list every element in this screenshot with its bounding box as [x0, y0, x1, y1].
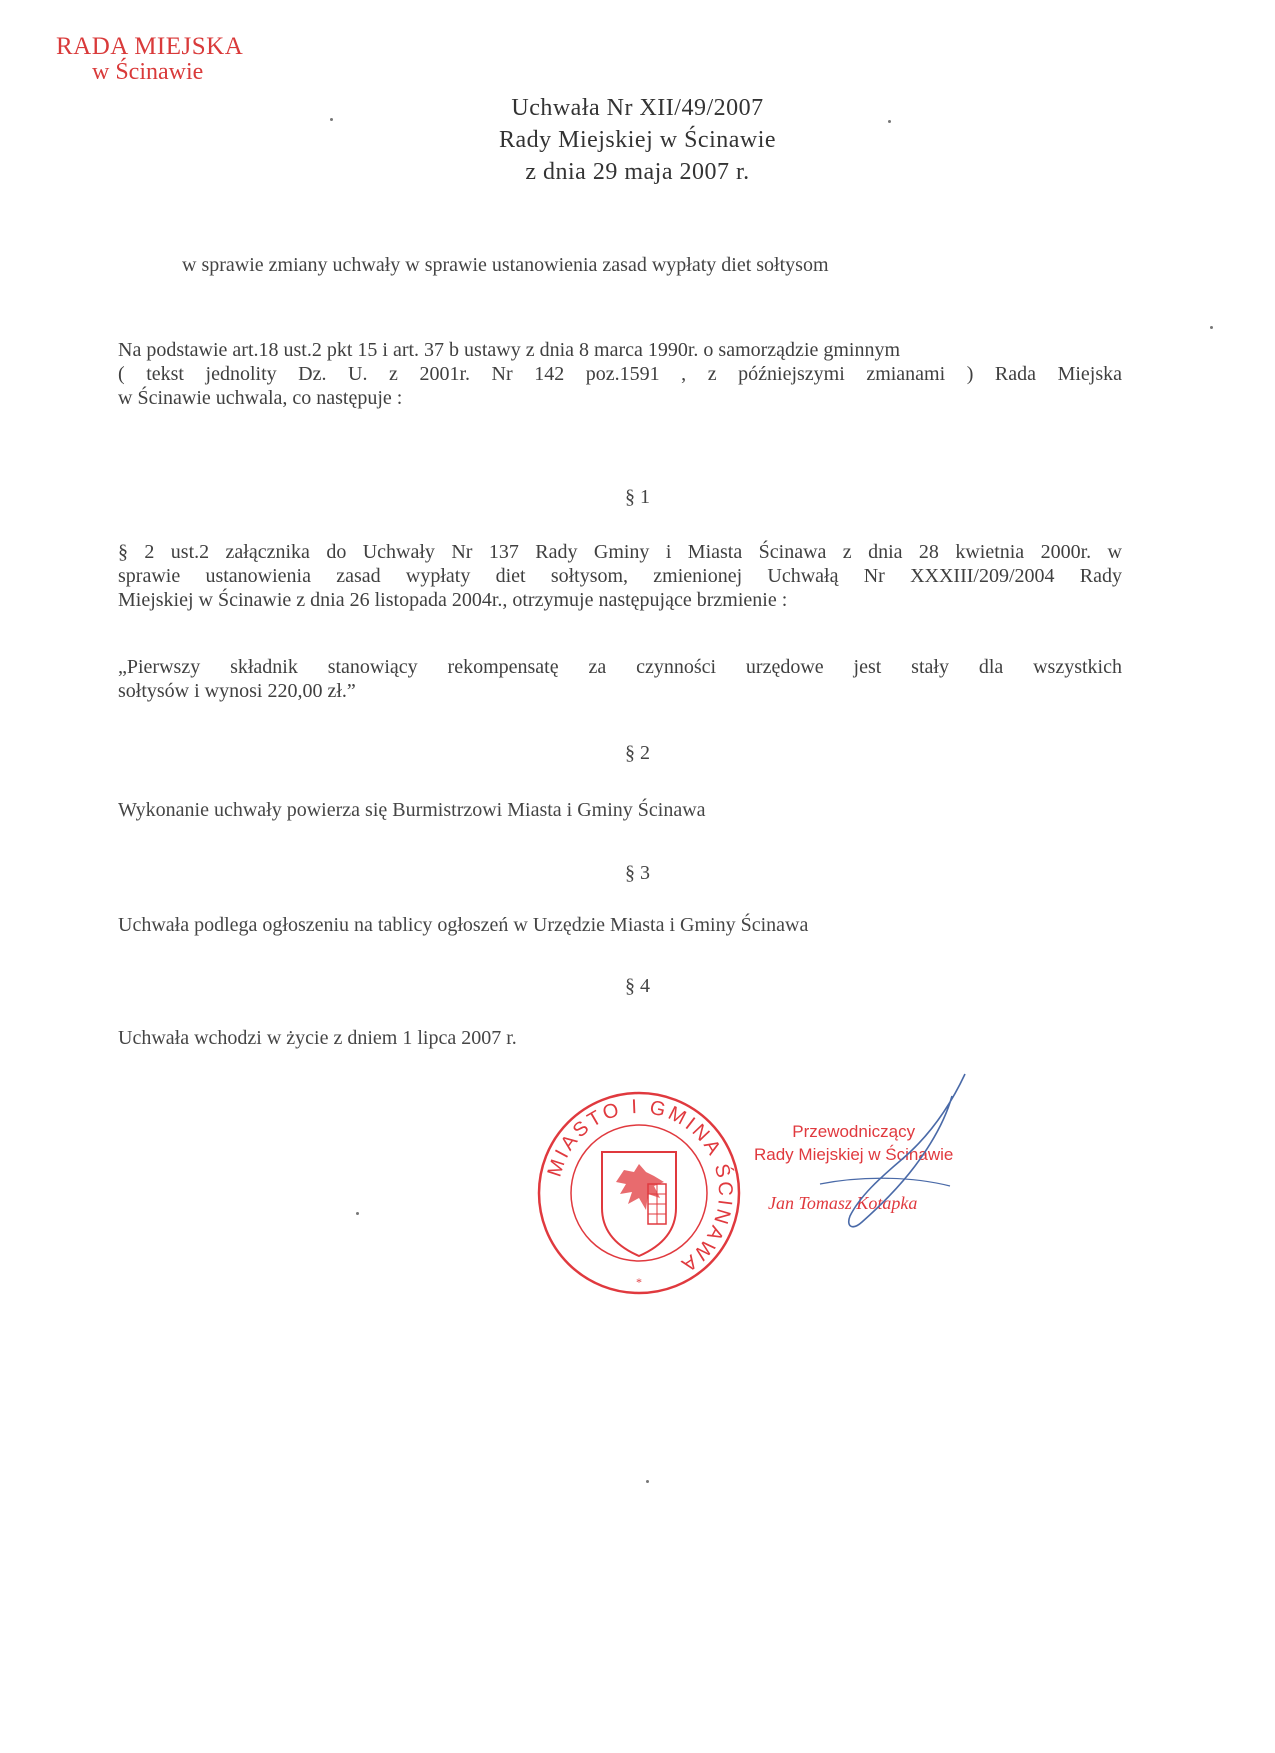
scan-speck — [888, 120, 891, 123]
quote-line-1: „Pierwszy składnik stanowiący rekompensatę za czynności urzędowe jest stały dla wszystkich — [118, 656, 1122, 678]
quote-line-2: sołtysów i wynosi 220,00 zł.” — [118, 680, 356, 702]
signer-name: Jan Tomasz Kotapka — [768, 1193, 918, 1213]
stamp-line-1: RADA MIEJSKA — [56, 33, 244, 60]
seal-text: MIASTO I GMINA ŚCINAWA — [543, 1095, 737, 1278]
section-2-text: Wykonanie uchwały powierza się Burmistrzowi Miasta i Gminy Ścinawa — [118, 799, 706, 821]
scan-speck — [330, 118, 333, 121]
title-line-1: Uchwała Nr XII/49/2007 — [511, 95, 764, 121]
resolution-subject: w sprawie zmiany uchwały w sprawie ustanowienia zasad wypłaty diet sołtysom — [182, 254, 829, 276]
section-heading-3: § 3 — [625, 862, 650, 884]
council-header-stamp — [56, 34, 243, 85]
section-1-quote — [118, 655, 1122, 703]
resolution-title — [0, 92, 1275, 188]
section-1-line-2: sprawie ustanowienia zasad wypłaty diet sołtysom, zmienionej Uchwałą Nr XXXIII/209/2004 Rady — [118, 565, 1122, 587]
section-4-text: Uchwała wchodzi w życie z dniem 1 lipca 2007 r. — [118, 1027, 517, 1049]
section-heading-1: § 1 — [625, 486, 650, 508]
scan-speck — [646, 1480, 649, 1483]
section-3-text: Uchwała podlega ogłoszeniu na tablicy ogłoszeń w Urzędzie Miasta i Gminy Ścinawa — [118, 914, 809, 936]
section-heading-4: § 4 — [625, 975, 650, 997]
handwritten-signature-icon — [780, 1066, 980, 1246]
section-1-line-1: § 2 ust.2 załącznika do Uchwały Nr 137 Rady Gminy i Miasta Ścinawa z dnia 28 kwietnia 2000r. w — [118, 541, 1122, 563]
preamble-line-2: ( tekst jednolity Dz. U. z 2001r. Nr 142 poz.1591 , z późniejszymi zmianami ) Rada Miejska — [118, 363, 1122, 385]
svg-text:*: * — [636, 1275, 642, 1289]
chairman-title: Przewodniczący — [792, 1122, 916, 1141]
title-line-2: Rady Miejskiej w Ścinawie — [498, 127, 777, 153]
scan-speck — [356, 1212, 359, 1215]
stamp-line-2: w Ścinawie — [92, 59, 204, 86]
chairman-council: Rady Miejskiej w Ścinawie — [754, 1145, 954, 1164]
section-heading-2: § 2 — [625, 742, 650, 764]
section-1-line-3: Miejskiej w Ścinawie z dnia 26 listopada 2004r., otrzymuje następujące brzmienie : — [118, 589, 788, 611]
scan-speck — [1210, 326, 1213, 329]
preamble-line-3: w Ścinawie uchwala, co następuje : — [118, 387, 403, 409]
title-line-3: z dnia 29 maja 2007 r. — [525, 159, 750, 185]
preamble-line-1: Na podstawie art.18 ust.2 pkt 15 i art. 37 b ustawy z dnia 8 marca 1990r. o samorządzie gminnym — [118, 339, 901, 361]
preamble — [118, 338, 1122, 410]
municipal-seal-icon — [536, 1090, 742, 1296]
section-1-text — [118, 540, 1122, 612]
